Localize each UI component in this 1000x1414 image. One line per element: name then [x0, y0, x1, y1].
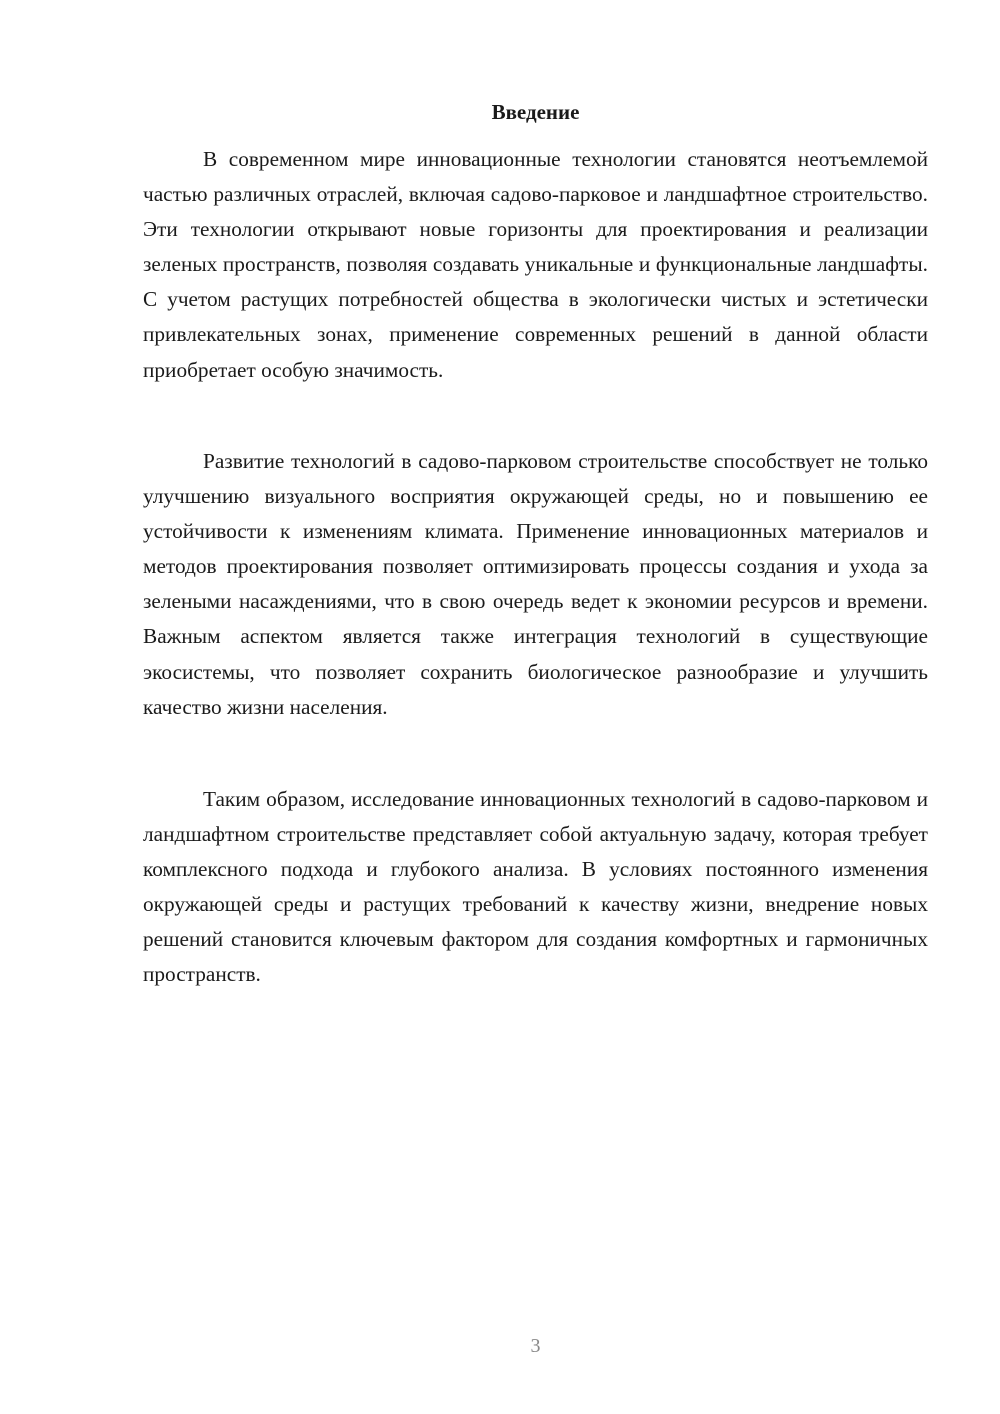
paragraph-3: Таким образом, исследование инновационных технологий в садово-парковом и ландшафтном строительстве представляет собой актуальную задачу, которая требует комплексного подхода и глубокого анализа. В условиях постоянного изменения окружающей среды и растущих требований к качеству жизни, внедрение новых решений становится ключевым фактором для создания комфортных и гармоничных пространств.: [143, 787, 928, 987]
section-title: Введение: [491, 100, 580, 124]
document-page: [143, 0, 928, 1414]
paragraph-1: В современном мире инновационные технологии становятся неотъемлемой частью различных отраслей, включая садово-парковое и ландшафтное строительство. Эти технологии открывают новые горизонты для проектирования и реализации зеленых пространств, позволяя создавать уникальные и функциональные ландшафты. С учетом растущих потребностей общества в экологически чистых и эстетически привлекательных зонах, применение современных решений в данной области приобретает особую значимость.: [143, 147, 928, 382]
page-number: 3: [530, 1335, 541, 1357]
paragraph-2: Развитие технологий в садово-парковом строительстве способствует не только улучшению визуального восприятия окружающей среды, но и повышению ее устойчивости к изменениям климата. Применение инновационных материалов и методов проектирования позволяет оптимизировать процессы создания и ухода за зелеными насаждениями, что в свою очередь ведет к экономии ресурсов и времени. Важным аспектом является также интеграция технологий в существующие экосистемы, что позволяет сохранить биологическое разнообразие и улучшить качество жизни населения.: [143, 449, 928, 719]
